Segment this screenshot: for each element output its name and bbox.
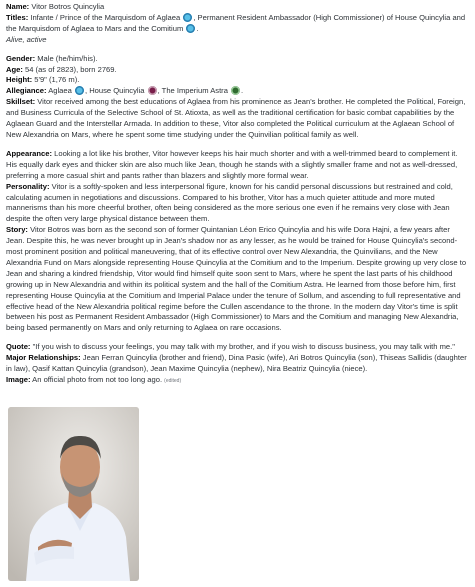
house-quincylia-crest-icon bbox=[148, 86, 157, 95]
story-paragraph: Story: Vitor Botros was born as the second son of former Quintanian Léon Erico Quincylia and his wife Dora Hajni, a few years after Jean. Despite this, he was never brought up in Jean's shadow nor as any lesser, as he would be trained for House Quincylia's second-most prominent position and political maneuvering, that of its effective control over New Alexandria, the Quinvilians, and the New Alexandria Fund on Mars alongside representing House Quincylia at the Comitium and to the Imperium. Despite growing up very close to Jean and sharing a kindred friendship, Vitor would find himself quite soon sent to Mars, where he spent the last parts of his childhood growing up in New Alexandria and within its political system and the hall of the Comitium Astra. He learned from those before him, first representing House Quincylia at the Comitium and Imperial Palace under the tenure of Sollum, and ascending to full representative and effective head of the New Alexandria political regime before the Cullen ascendance to the throne. In the modern day Vitor's time is split between his post as Permanent Resident Ambassador (High Commissioner) to Mars and the Comitium and managing New Alexandria, being based permanently on Mars and only returning to Aglaea on rare occasions. bbox=[6, 225, 467, 333]
appearance-paragraph: Appearance: Looking a lot like his brother, Vitor however keeps his hair much shorter and with a well-trimmed beard to complement it. His equally dark eyes and thicker skin are also much like Jean, though he stands with a slightly smaller frame and not as well-dressed, preferring a more casual shirt and pants rather than blazers and slightly more formal wear. bbox=[6, 148, 458, 180]
age-line: Age: 54 (as of 2823), born 2769. bbox=[6, 64, 117, 74]
personality-paragraph: Personality: Vitor is a softly-spoken and less interpersonal figure, known for his candid personal discussions but restrained and cold, calculating acumen in negotiations and discussions. Compared to his brother, Vitor has a much quieter attitude and more muted mannerisms than his more cheerful brother, often being considered as the more serious one even if he remains very close with Jean despite the often very large physical distance between them. bbox=[6, 181, 453, 224]
aglaea-flag-icon bbox=[186, 24, 195, 33]
relationships-paragraph: Major Relationships: Jean Ferran Quincylia (brother and friend), Dina Pasic (wife), Ari Botros Quincylia (son), Thiseas Sallidis (daughter in law), Qasif Kattan Quincylia (grandson), Jean Maxime Quincylia (nephew), Nira Beatriz Quincylia (niece). bbox=[6, 353, 467, 374]
quote-paragraph: Quote: "If you wish to discuss your feelings, you may talk with my brother, and if you wish to discuss business, you may talk with me." bbox=[6, 342, 455, 352]
edited-tag: (edited) bbox=[164, 378, 182, 384]
aglaea-flag-icon bbox=[183, 13, 192, 22]
aglaea-flag-icon bbox=[75, 86, 84, 95]
skillset-paragraph: Skillset: Vitor received among the best educations of Aglaea from his prominence as Jean's brother. He completed the Political, Foreign, and Business Curricula of the Selective School of St. Atioxta, as well as the traditional certification for basic combat capabilities by the Aglaean Guard and the Interstellar Armada. In addition to these, Vitor also completed the Political curriculum at the Aglaean School of New Alexandria on Mars, where he spent some time studying under the Quinvilian political family as well. bbox=[6, 97, 466, 139]
portrait-illustration bbox=[8, 407, 139, 581]
titles-line: Titles: Infante / Prince of the Marquisdom of Aglaea , Permanent Resident Ambassador (High Commissioner) of House Quincylia and the Marquisdom of Aglaea to Mars and the Comitium . bbox=[6, 12, 466, 33]
allegiance-line: Allegiance: Aglaea , House Quincylia , The Imperium Astra . bbox=[6, 86, 244, 96]
portrait-photo[interactable] bbox=[8, 407, 139, 581]
name-line: Name: Vitor Botros Quincylia bbox=[6, 2, 105, 11]
gender-line: Gender: Male (he/him/his). bbox=[6, 53, 98, 63]
height-line: Height: 5'9" (1,76 m). bbox=[6, 75, 80, 85]
imperium-astra-emblem-icon bbox=[231, 86, 240, 95]
status-line: Alive, active bbox=[6, 34, 47, 44]
image-line: Image: An official photo from not too long ago. (edited) bbox=[6, 375, 182, 384]
